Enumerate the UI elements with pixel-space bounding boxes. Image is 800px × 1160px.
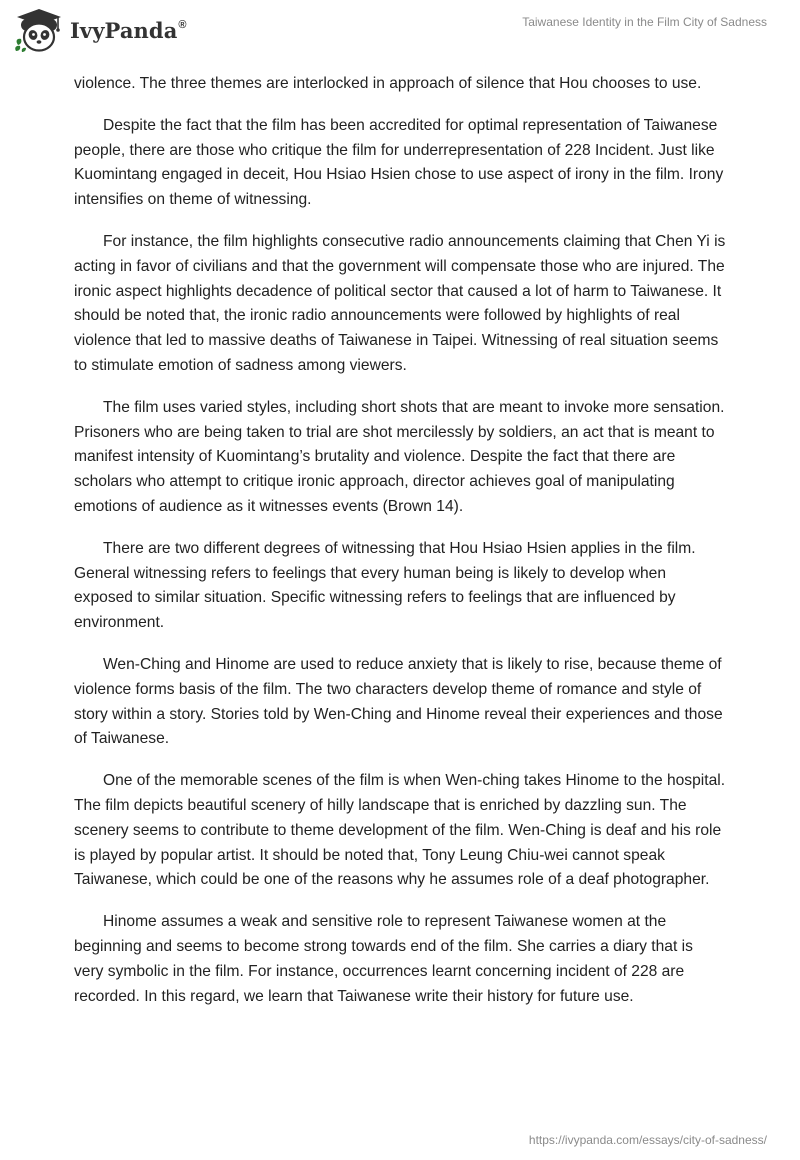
document-title: Taiwanese Identity in the Film City of Sadness — [522, 15, 767, 29]
ivypanda-logo[interactable] — [14, 8, 187, 54]
paragraph: violence. The three themes are interlocked in approach of silence that Hou chooses to use. — [74, 75, 702, 92]
paragraph: Wen-Ching and Hinome are used to reduce anxiety that is likely to rise, because theme of violence forms basis of the film. The two characters develop theme of romance and style of story within a story. Stories told by Wen-Ching and Hinome reveal their experiences and those of Taiwanese. — [74, 655, 723, 748]
paragraph: One of the memorable scenes of the film is when Wen-ching takes Hinome to the hospital. The film depicts beautiful scenery of hilly landscape that is enriched by dazzling sun. The scenery seems to contribute to theme development of the film. Wen-Ching is deaf and his role is played by popular artist. It should be noted that, Tony Leung Chiu-wei cannot speak Taiwanese, which could be one of the reasons why he assumes role of a deaf photographer. — [74, 772, 726, 889]
logo-wordmark: IvyPanda® — [70, 17, 187, 43]
paragraph: The film uses varied styles, including short shots that are meant to invoke more sensation. Prisoners who are being taken to trial are shot mercilessly by soldiers, an act that is meant to manifest intensity of Kuomintang’s brutality and violence. Despite the fact that there are scholars who attempt to critique ironic approach, director achieves goal of manipulating emotions of audience as it witnesses events (Brown 14). — [74, 398, 725, 515]
essay-body — [74, 72, 726, 1026]
paragraph: Despite the fact that the film has been accredited for optimal representation of Taiwanese people, there are those who critique the film for underrepresentation of 228 Incident. Just like Kuomintang engaged in deceit, Hou Hsiao Hsien chose to use aspect of irony in the film. Irony intensifies on theme of witnessing. — [74, 116, 724, 209]
paragraph: Hinome assumes a weak and sensitive role to represent Taiwanese women at the beginning and seems to become strong towards end of the film. She carries a diary that is very symbolic in the film. For instance, occurrences learnt concerning incident of 228 are recorded. In this regard, we learn that Taiwanese write their history for future use. — [74, 913, 693, 1005]
registered-mark: ® — [178, 18, 187, 31]
panda-graduate-icon — [14, 8, 64, 54]
source-url[interactable]: https://ivypanda.com/essays/city-of-sadness/ — [528, 1133, 767, 1147]
paragraph: There are two different degrees of witnessing that Hou Hsiao Hsien applies in the film. General witnessing refers to feelings that every human being is likely to develop when exposed to similar situation. Specific witnessing refers to feelings that are influenced by environment. — [74, 539, 696, 632]
page-header — [0, 0, 800, 62]
paragraph: For instance, the film highlights consecutive radio announcements claiming that Chen Yi is acting in favor of civilians and that the government will compensate those who are injured. The ironic aspect highlights decadence of political sector that caused a lot of harm to Taiwanese. It should be noted that, the ironic radio announcements were followed by highlights of real violence that led to massive deaths of Taiwanese in Taipei. Witnessing of real situation seems to stimulate emotion of sadness among viewers. — [74, 232, 726, 374]
